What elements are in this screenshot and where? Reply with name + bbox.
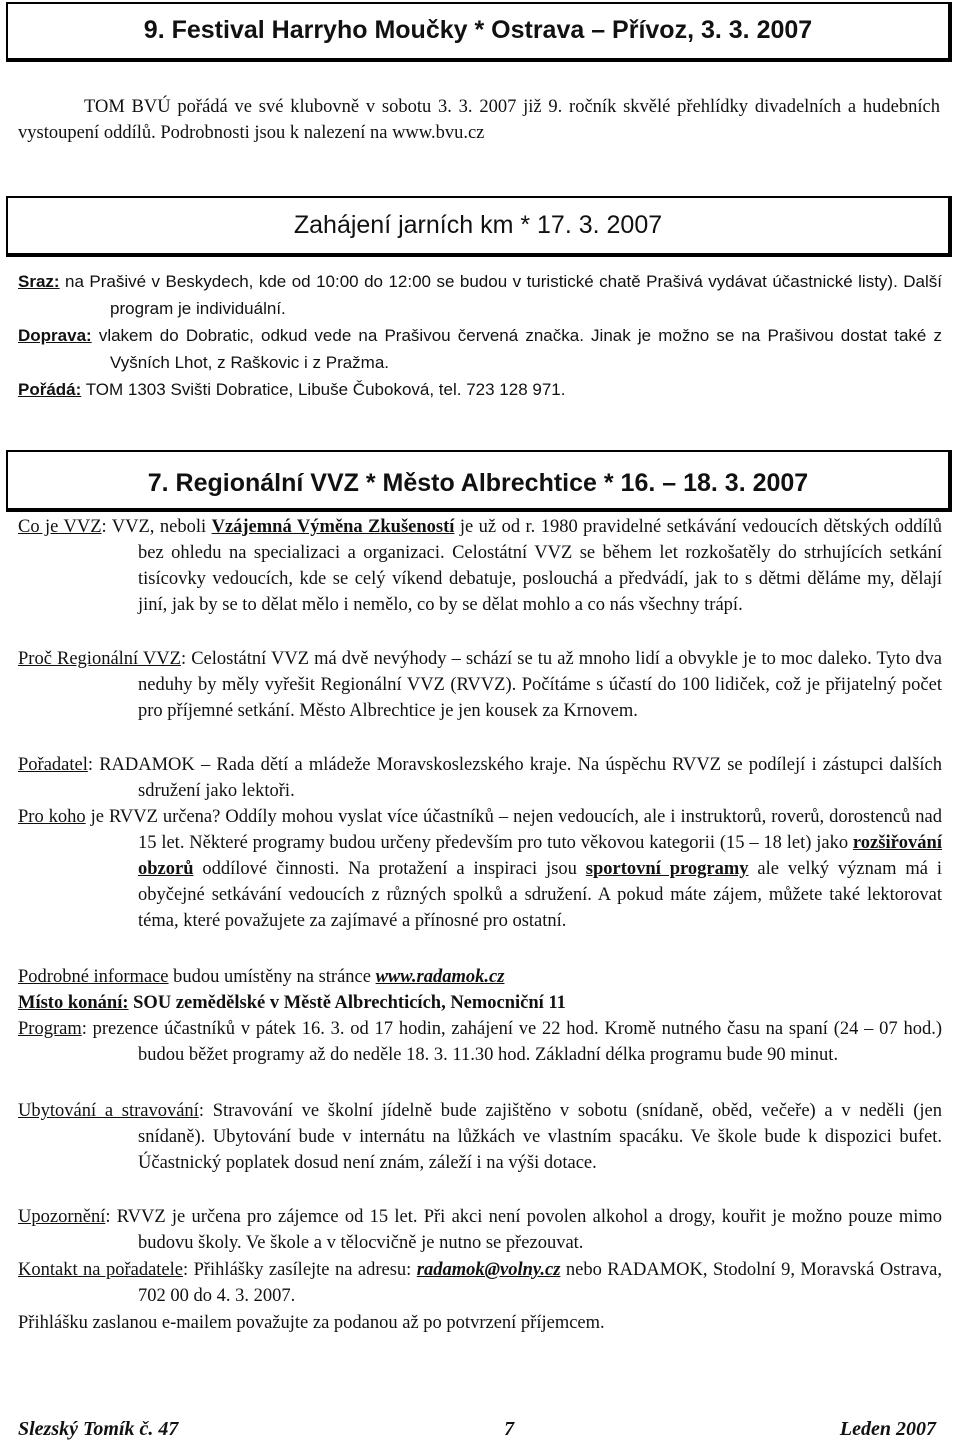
poradat-text: TOM 1303 Svišti Dobratice, Libuše Čuboková, tel. 723 128 971. — [81, 380, 566, 399]
vvz-poradatel — [18, 752, 942, 804]
co-label: Co je VVZ — [18, 517, 102, 537]
section-vvz-header — [6, 450, 952, 512]
program-label: Program — [18, 1019, 82, 1039]
prokoho-a: je RVVZ určena? Oddíly mohou vyslat více účastníků – nejen vedoucích, ale i instruktorů, roverů, dorostenců nad 15 let. Některé programy budou určeny především pro tuto věkovou kategorii (15 – 18 let) jako — [85, 807, 942, 853]
festival-text: TOM BVÚ pořádá ve své klubovně v sobotu 3. 3. 2007 již 9. ročník skvělé přehlídky divadelních a hudebních vystoupení oddílů. Podrobnosti jsou k nalezení na www.bvu.cz — [18, 97, 940, 143]
proc-label: Proč Regionální VVZ — [18, 649, 181, 669]
page-footer — [18, 1418, 936, 1441]
email-link[interactable]: radamok@volny.cz — [416, 1260, 561, 1280]
kontakt-a: : Přihlášky zasílejte na adresu: — [183, 1260, 417, 1280]
vvz-misto — [18, 990, 942, 1016]
ubytovani-text: : Stravování ve školní jídelně bude zajištěno v sobotu (snídaně, oběd, večeře) a v neděli (jen snídaně). Ubytování bude v internátu na lůžkách ve vlastním spacáku. Ve škole bude k dispozici bufet. Účastnický poplatek dosud není znám, záleží i na výši dotace. — [138, 1101, 943, 1173]
poradat-label: Pořádá: — [18, 380, 82, 399]
vvz-co-je — [18, 514, 942, 618]
co-b: Vzájemná Výměna Zkušeností — [211, 517, 455, 537]
doprava-label: Doprava: — [18, 326, 92, 345]
vvz-title: 7. Regionální VVZ * Město Albrechtice * 16. – 18. 3. 2007 — [147, 469, 809, 497]
sraz-text: na Prašivé v Beskydech, kde od 10:00 do 12:00 se budou v turistické chatě Prašivá vydávat účastnické listy). Další program je individuální. — [59, 272, 942, 318]
misto-text: SOU zemědělské v Městě Albrechticích, Nemocniční 11 — [128, 993, 566, 1013]
proc-text: : Celostátní VVZ má dvě nevýhody – schází se tu až mnoho lidí a obvykle je to moc daleko. Tyto dva neduhy by měly vyřešit Regionální VVZ (RVVZ). Počítáme s účastí do 100 lidiček, což je přijatelný počet pro příjemné setkání. Město Albrechtice je jen kousek za Krnovem. — [138, 649, 943, 721]
vvz-program — [18, 1016, 942, 1068]
upozorneni-text: : RVVZ je určena pro zájemce od 15 let. Při akci není povolen alkohol a drogy, kouřit je možno pouze mimo budovu školy. Ve škole a v tělocvičně je nutno se přezouvat. — [105, 1207, 942, 1253]
vvz-final: Přihlášku zaslanou e-mailem považujte za podanou až po potvrzení příjemcem. — [18, 1313, 605, 1333]
vvz-kontakt — [18, 1257, 942, 1309]
doprava-text: vlakem do Dobratic, odkud vede na Prašivou červená značka. Jinak je možno se na Prašivou dostat také z Vyšních Lhot, z Raškovic i z Pražma. — [91, 326, 942, 372]
prokoho-e: ale velký význam má i obyčejné setkávání vedoucích z různých spolků a sdružení. A pokud máte zájem, můžete také lektorovat téma, které považujete za zajímavé a přínosné pro ostatní. — [138, 859, 942, 931]
ubytovani-label: Ubytování a stravování — [18, 1101, 199, 1121]
festival-title: 9. Festival Harryho Moučky * Ostrava – Přívoz, 3. 3. 2007 — [143, 16, 813, 44]
spring-doprava — [18, 322, 942, 376]
poradatel-text: : RADAMOK – Rada dětí a mládeže Moravskoslezského kraje. Na úspěchu RVVZ se podílejí i zástupci dalších sdružení jako lektoři. — [87, 755, 942, 801]
podrobne-label: Podrobné informace — [18, 967, 169, 987]
radamok-link[interactable]: www.radamok.cz — [375, 967, 505, 987]
sraz-label: Sraz: — [18, 272, 60, 291]
program-text: : prezence účastníků v pátek 16. 3. od 17 hodin, zahájení ve 22 hod. Kromě nutného času na spaní (24 – 07 hod.) budou běžet programy až do neděle 18. 3. 11.30 hod. Základní délka programu bude 90 minut. — [81, 1019, 942, 1065]
section-spring-header — [6, 196, 952, 257]
spring-sraz — [18, 268, 942, 322]
footer-date: Leden 2007 — [839, 1418, 936, 1440]
podrobne-text: budou umístěny na stránce — [168, 967, 376, 987]
co-c: je už od r. 1980 pravidelné setkávání vedoucích dětských oddílů bez ohledu na specializaci a organizaci. Celostátní VVZ se během let rozkošatěly do strhujících setkání tisícovky vedoucích, kde se celý víkend debatuje, poslouchá a předvádí, jak to s dětmi děláme my, dělají jiní, jak by se to dělat mělo i nemělo, co by se dělat mohlo a co nás všechny trápí. — [138, 517, 942, 615]
co-a: : VVZ, neboli — [101, 517, 212, 537]
spring-title: Zahájení jarních km * 17. 3. 2007 — [293, 211, 663, 239]
kontakt-b: nebo RADAMOK, Stodolní 9, Moravská Ostrava, 702 00 do 4. 3. 2007. — [138, 1260, 942, 1306]
vvz-proc — [18, 646, 942, 724]
poradatel-label: Pořadatel — [18, 755, 88, 775]
section-festival-header — [6, 2, 952, 62]
footer-magazine: Slezský Tomík č. 47 — [18, 1418, 179, 1440]
prokoho-label: Pro koho — [18, 807, 86, 827]
misto-label: Místo konání: — [18, 993, 129, 1013]
prokoho-c: oddílové činnosti. Na protažení a inspiraci jsou — [193, 859, 586, 879]
footer-page-number: 7 — [504, 1418, 515, 1440]
vvz-ubytovani — [18, 1098, 942, 1176]
vvz-pro-koho — [18, 804, 942, 934]
vvz-upozorneni — [18, 1204, 942, 1256]
upozorneni-label: Upozornění — [18, 1207, 106, 1227]
prokoho-b: rozšiřování obzorů — [138, 833, 942, 879]
vvz-podrobne — [18, 964, 942, 990]
prokoho-d: sportovní programy — [585, 859, 749, 879]
kontakt-label: Kontakt na pořadatele — [18, 1260, 183, 1280]
spring-poradat — [18, 376, 942, 403]
